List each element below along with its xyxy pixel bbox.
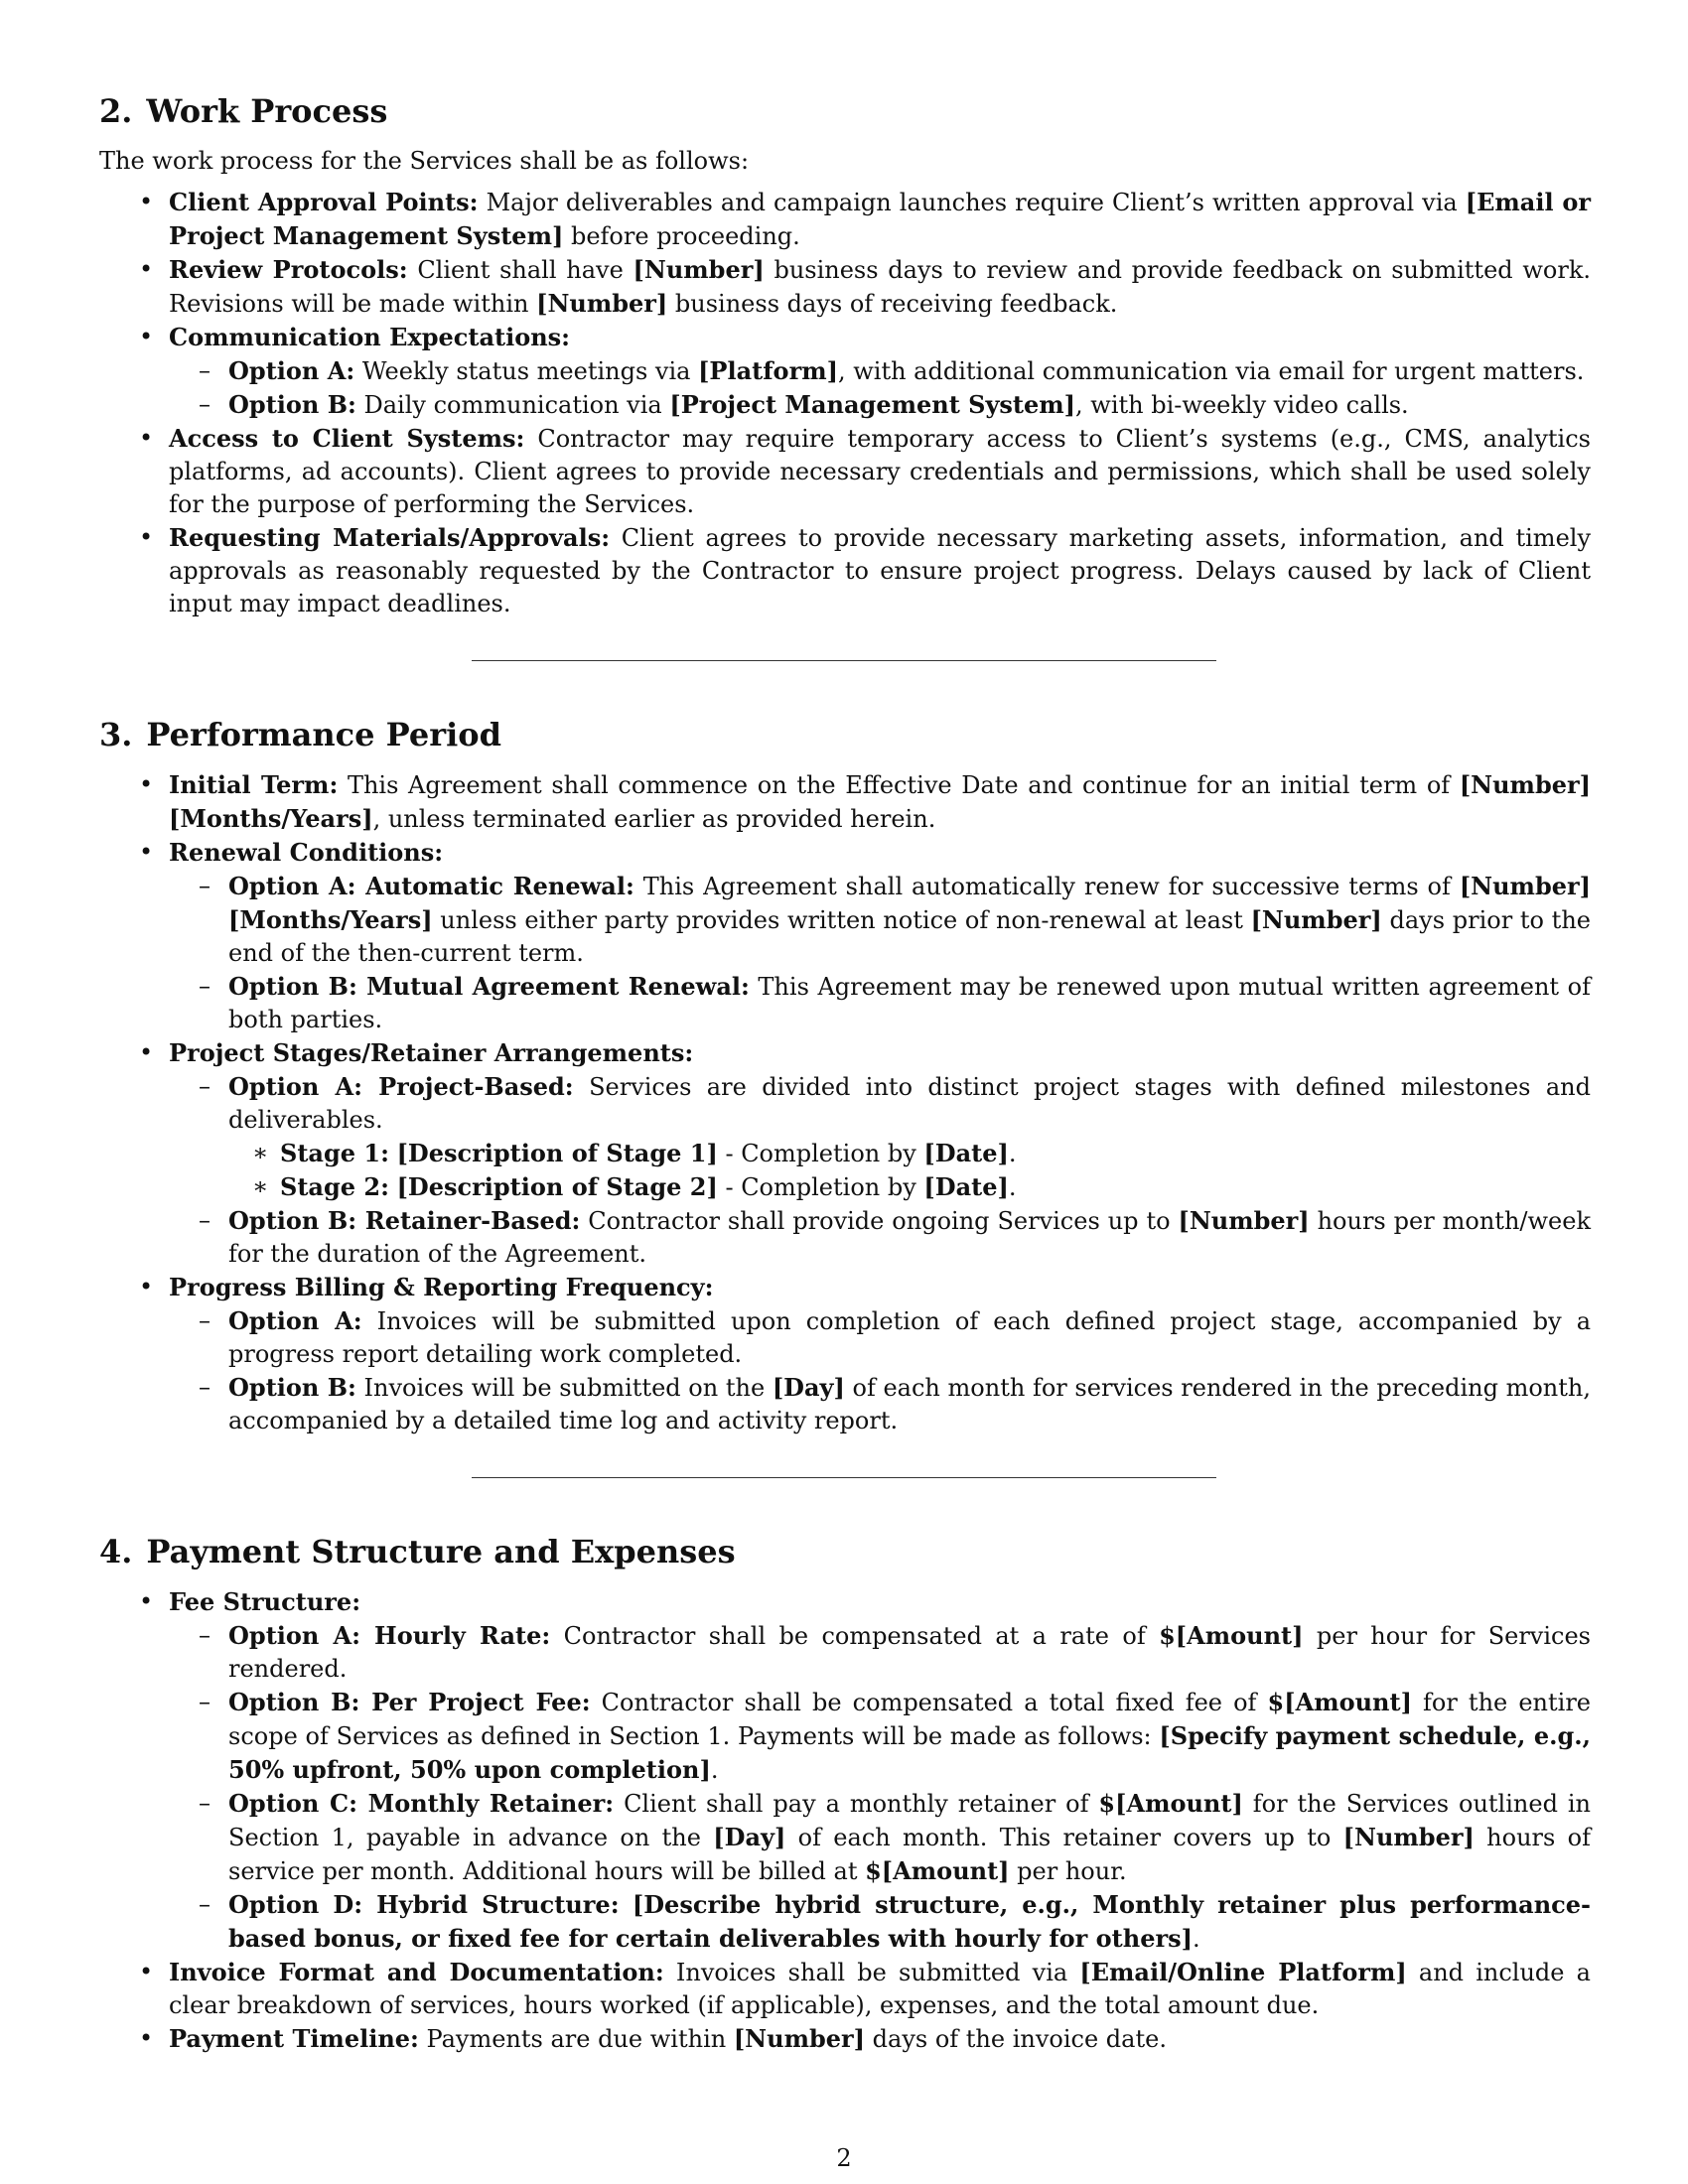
section-title: Performance Period [146, 716, 501, 753]
placeholder: [Describe hybrid structure, e.g., Monthly retainer plus performance-based bonus, or fixed fee for certain deliverables with hourly for others] [228, 1890, 1591, 1953]
item-text: This Agreement shall commence on the Effective Date and continue for an initial term of [338, 771, 1460, 799]
item-text: for the Services outlined in Section 1, payable in advance on the [228, 1790, 1592, 1851]
placeholder: [Number] [536, 289, 668, 318]
item-label: Option D: Hybrid Structure: [228, 1890, 620, 1919]
item-text: and include a clear breakdown of services, hours worked (if applicable), expenses, and the total amount due. [169, 1959, 1591, 2019]
item-label: Initial Term: [169, 770, 339, 799]
item-text: of each month. This retainer covers up to [785, 1824, 1343, 1851]
item-text: hours per month/week for the duration of the Agreement. [228, 1207, 1591, 1268]
list-item-renewal-conditions [99, 836, 1591, 1036]
placeholder: [Date] [923, 1172, 1009, 1201]
item-text: Contractor shall be compensated at a rate of [550, 1622, 1160, 1650]
sub-list [169, 870, 1591, 1036]
list-item-progress-billing [99, 1271, 1591, 1437]
item-text: Contractor may require temporary access to Client’s systems (e.g., CMS, analytics platforms, ad accounts). Client agrees to provide necessary credentials and permissions, which shall be used solely for the purpose of performing the Services. [169, 425, 1591, 518]
section-number: 4. [99, 1533, 133, 1570]
item-text: unless either party provides written notice of non-renewal at least [432, 906, 1251, 934]
placeholder: $[Amount] [1159, 1621, 1304, 1650]
list-item-project-stages [99, 1036, 1591, 1271]
item-text: - Completion by [717, 1140, 924, 1167]
section-heading [99, 91, 1591, 131]
item-text: days of the invoice date. [865, 2025, 1167, 2053]
item-text: of each month for services rendered in the preceding month, accompanied by a detailed time log and activity report. [228, 1374, 1591, 1434]
sub-item-option-d [169, 1888, 1591, 1956]
sub-item-option-b [169, 1371, 1591, 1437]
section-divider [472, 1477, 1216, 1478]
item-label: Stage 2: [280, 1172, 389, 1201]
placeholder: [Description of Stage 1] [396, 1139, 718, 1167]
item-label: Client Approval Points: [169, 188, 479, 216]
section-number: 3. [99, 716, 133, 753]
placeholder: [Months/Years] [169, 804, 373, 833]
placeholder: [Project Management System] [669, 390, 1076, 419]
item-text: - Completion by [717, 1173, 924, 1201]
item-text: business days to review and provide feedback on submitted work. Revisions will be made within [169, 256, 1592, 318]
placeholder: [Platform] [698, 356, 838, 385]
item-label: Project Stages/Retainer Arrangements: [169, 1038, 694, 1067]
sub-item-option-a [169, 1070, 1591, 1204]
item-text: Daily communication via [355, 391, 670, 419]
item-label: Option B: [228, 1373, 356, 1402]
placeholder: [Number] [1178, 1206, 1310, 1235]
sub-item-option-a [169, 1304, 1591, 1371]
item-text [620, 1891, 633, 1919]
item-label: Option B: Retainer-Based: [228, 1206, 581, 1235]
item-text: days prior to the end of the then-current term. [228, 906, 1591, 967]
item-label: Option A: Project-Based: [228, 1072, 574, 1101]
section-intro: The work process for the Services shall be as follows: [99, 147, 750, 175]
placeholder: [Day] [713, 1823, 786, 1851]
item-label: Option A: Automatic Renewal: [228, 872, 634, 900]
item-text: Client shall pay a monthly retainer of [614, 1790, 1099, 1818]
item-text: Contractor shall be compensated a total fixed fee of [590, 1689, 1268, 1716]
sub-item-option-b [169, 1204, 1591, 1271]
item-label: Option A: [228, 1306, 362, 1335]
placeholder: [Day] [772, 1373, 845, 1402]
item-text: Payments are due within [418, 2025, 734, 2053]
item-text: Weekly status meetings via [354, 357, 699, 385]
item-label: Progress Billing & Reporting Frequency: [169, 1273, 714, 1301]
section-title: Work Process [146, 92, 388, 130]
sub-list [169, 354, 1591, 422]
list-item-initial-term [99, 768, 1591, 836]
item-label: Communication Expectations: [169, 323, 571, 351]
item-label: Option B: Mutual Agreement Renewal: [228, 972, 750, 1001]
placeholder: [Email/Online Platform] [1079, 1958, 1407, 1986]
page-number: 2 [836, 2144, 852, 2172]
list-item-fee-structure [99, 1585, 1591, 1956]
placeholder: $[Amount] [1267, 1688, 1412, 1716]
placeholder: [Number] [1342, 1823, 1475, 1851]
sub-list [169, 1304, 1591, 1437]
list-item-communication [99, 321, 1591, 422]
bullet-list [99, 1585, 1591, 2056]
item-text: . [1008, 1140, 1017, 1167]
item-text: Client agrees to provide necessary marketing assets, information, and timely approvals as reasonably requested by the Contractor to ensure project progress. Delays caused by lack of Client input may impact deadlines. [169, 524, 1591, 617]
sub-item-option-b [169, 970, 1591, 1036]
item-label: Option B: Per Project Fee: [228, 1688, 591, 1716]
item-label: Invoice Format and Documentation: [169, 1958, 664, 1986]
item-label: Stage 1: [280, 1139, 389, 1167]
sub-item-option-a [169, 354, 1591, 388]
item-text: before proceeding. [563, 222, 800, 250]
placeholder: [Number] [1459, 872, 1591, 900]
item-text: . [1008, 1173, 1017, 1201]
item-text: hours of service per month. Additional hours will be billed at [228, 1824, 1591, 1885]
section-payment-structure [99, 1532, 1591, 2056]
section-work-process [99, 91, 1591, 620]
sub-list [169, 1619, 1591, 1956]
sub-item-option-a [169, 1619, 1591, 1686]
stage-item-2 [228, 1170, 1591, 1204]
sub-list [169, 1070, 1591, 1271]
list-item-client-approval [99, 186, 1591, 253]
placeholder: [Number] [1459, 770, 1591, 799]
item-text: Invoices will be submitted on the [355, 1374, 773, 1402]
placeholder: [Months/Years] [228, 905, 433, 934]
item-text: , with bi-weekly video calls. [1075, 391, 1409, 419]
item-text: This Agreement shall automatically renew for successive terms of [633, 873, 1460, 900]
item-text: Client shall have [407, 256, 633, 284]
item-label: Option B: [228, 390, 356, 419]
placeholder: [Description of Stage 2] [396, 1172, 718, 1201]
placeholder: [Email or Project Management System] [169, 188, 1592, 250]
item-label: Option A: Hourly Rate: [228, 1621, 551, 1650]
item-text: Services are divided into distinct project stages with defined milestones and deliverables. [228, 1073, 1592, 1134]
item-text: . [710, 1756, 719, 1784]
list-item-review-protocols [99, 253, 1591, 321]
item-label: Option C: Monthly Retainer: [228, 1789, 615, 1818]
item-text: Invoices will be submitted upon completion of each defined project stage, accompanied by a progress report detailing work completed. [228, 1307, 1591, 1368]
item-text: Major deliverables and campaign launches require Client’s written approval via [478, 189, 1466, 216]
stage-item-1 [228, 1137, 1591, 1170]
item-text: . [1193, 1925, 1200, 1953]
placeholder: $[Amount] [1098, 1789, 1243, 1818]
item-text: Invoices shall be submitted via [663, 1959, 1080, 1986]
section-heading [99, 1532, 1591, 1571]
placeholder: [Date] [923, 1139, 1009, 1167]
item-text: This Agreement may be renewed upon mutual written agreement of both parties. [228, 973, 1591, 1033]
placeholder: [Number] [733, 2024, 866, 2053]
sub-item-option-c [169, 1787, 1591, 1888]
placeholder: [Number] [633, 255, 765, 284]
item-label: Payment Timeline: [169, 2024, 419, 2053]
item-label: Requesting Materials/Approvals: [169, 523, 611, 552]
list-item-access-systems [99, 422, 1591, 521]
item-text: per hour for Services rendered. [228, 1622, 1591, 1683]
placeholder: [Number] [1250, 905, 1382, 934]
sub-item-option-b [169, 388, 1591, 422]
list-item-requesting-materials [99, 521, 1591, 620]
item-label: Access to Client Systems: [169, 424, 525, 453]
item-label: Renewal Conditions: [169, 838, 444, 867]
sub-item-option-a [169, 870, 1591, 970]
sub-item-option-b [169, 1686, 1591, 1787]
bullet-list [99, 186, 1591, 620]
bullet-list [99, 768, 1591, 1437]
section-divider [472, 660, 1216, 661]
placeholder: $[Amount] [865, 1856, 1010, 1885]
item-text: per hour. [1009, 1857, 1127, 1885]
item-text: for the entire scope of Services as defined in Section 1. Payments will be made as follows: [228, 1689, 1591, 1750]
section-heading [99, 715, 1591, 754]
item-label: Option A: [228, 356, 355, 385]
item-text: , unless terminated earlier as provided herein. [372, 805, 936, 833]
placeholder: [Specify payment schedule, e.g., 50% upfront, 50% upon completion] [228, 1721, 1592, 1784]
list-item-invoice-format [99, 1956, 1591, 2022]
item-label: Review Protocols: [169, 255, 408, 284]
section-number: 2. [99, 92, 133, 130]
stage-list [228, 1137, 1591, 1204]
list-item-payment-timeline [99, 2022, 1591, 2056]
section-title: Payment Structure and Expenses [146, 1533, 736, 1570]
section-performance-period [99, 715, 1591, 1437]
item-text: Contractor shall provide ongoing Services up to [580, 1207, 1179, 1235]
document-page [99, 91, 1591, 2056]
item-text: , with additional communication via email for urgent matters. [837, 357, 1585, 385]
item-text: business days of receiving feedback. [667, 290, 1118, 318]
item-label: Fee Structure: [169, 1587, 361, 1616]
